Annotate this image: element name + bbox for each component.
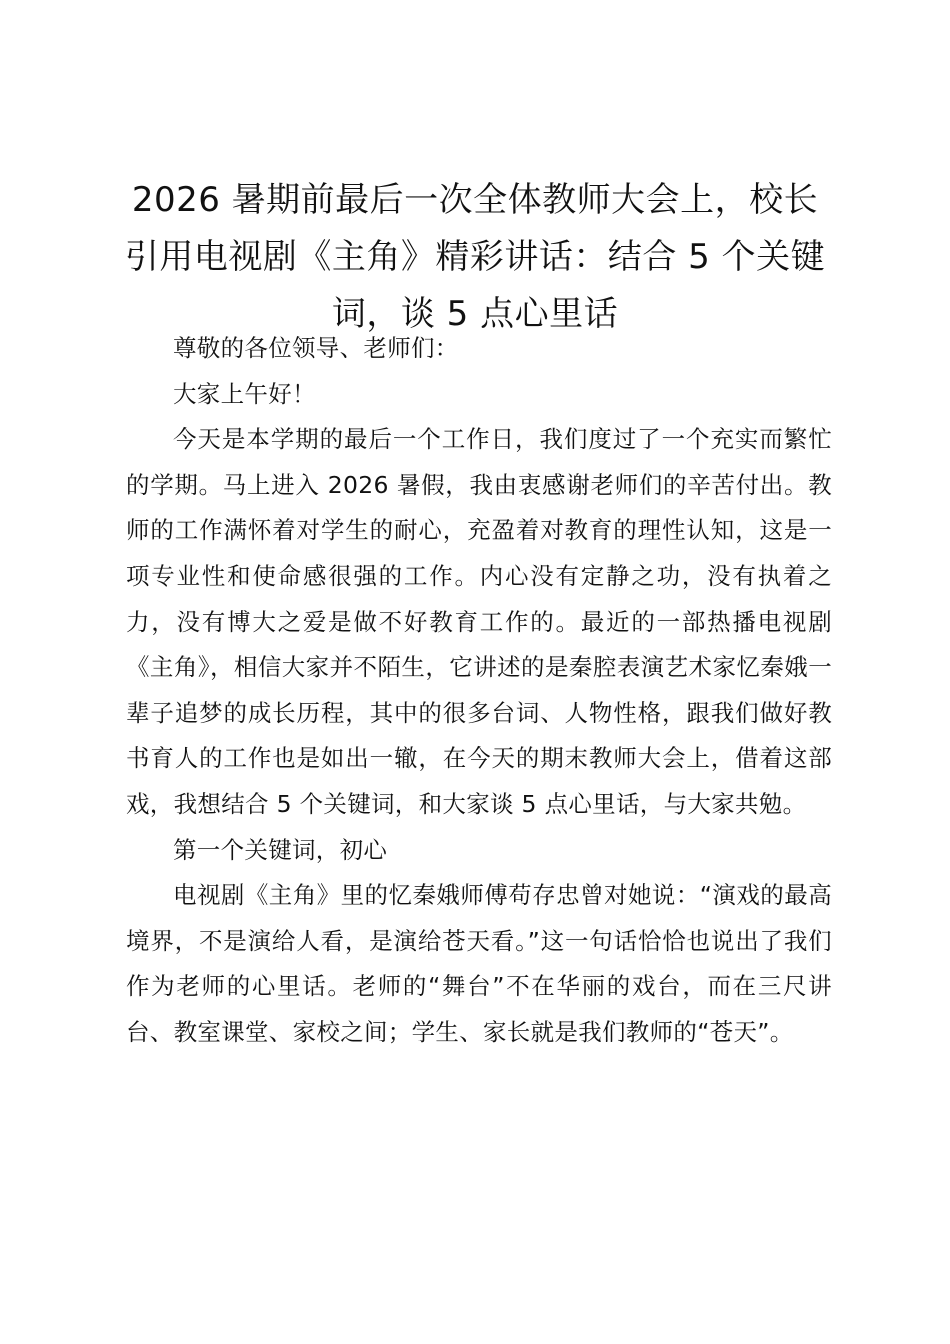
section-heading-paragraph: 第一个关键词，初心 bbox=[173, 835, 388, 864]
document-title: 2026 暑期前最后一次全体教师大会上，校长引用电视剧《主角》精彩讲话：结合 5 个关键词，谈 5 点心里话 bbox=[124, 180, 826, 334]
document-body bbox=[126, 326, 832, 1056]
intro-paragraph: 今天是本学期的最后一个工作日，我们度过了一个充实而繁忙的学期。马上进入 2026 暑假，我由衷感谢老师们的辛苦付出。教师的工作满怀着对学生的耐心，充盈着对教育的理性认知，这是一项专业性和使命感很强的工作。内心没有定静之功，没有执着之力，没有博大之爱是做不好教育工作的。最近的一部热播电视剧《主角》，相信大家并不陌生，它讲述的是秦腔表演艺术家忆秦娥一辈子追梦的成长历程，其中的很多台词、人物性格，跟我们做好教书育人的工作也是如出一辙，在今天的期末教师大会上，借着这部戏，我想结合 5 个关键词，和大家谈 5 点心里话，与大家共勉。 bbox=[126, 425, 832, 818]
section-body-paragraph: 电视剧《主角》里的忆秦娥师傅苟存忠曾对她说：“演戏的最高境界，不是演给人看，是演给苍天看。”这一句话恰恰也说出了我们作为老师的心里话。老师的“舞台”不在华丽的戏台，而在三尺讲台、教室课堂、家校之间；学生、家长就是我们教师的“苍天”。 bbox=[126, 881, 832, 1046]
greeting-paragraph: 大家上午好！ bbox=[173, 379, 316, 408]
salutation-paragraph: 尊敬的各位领导、老师们： bbox=[173, 334, 459, 362]
